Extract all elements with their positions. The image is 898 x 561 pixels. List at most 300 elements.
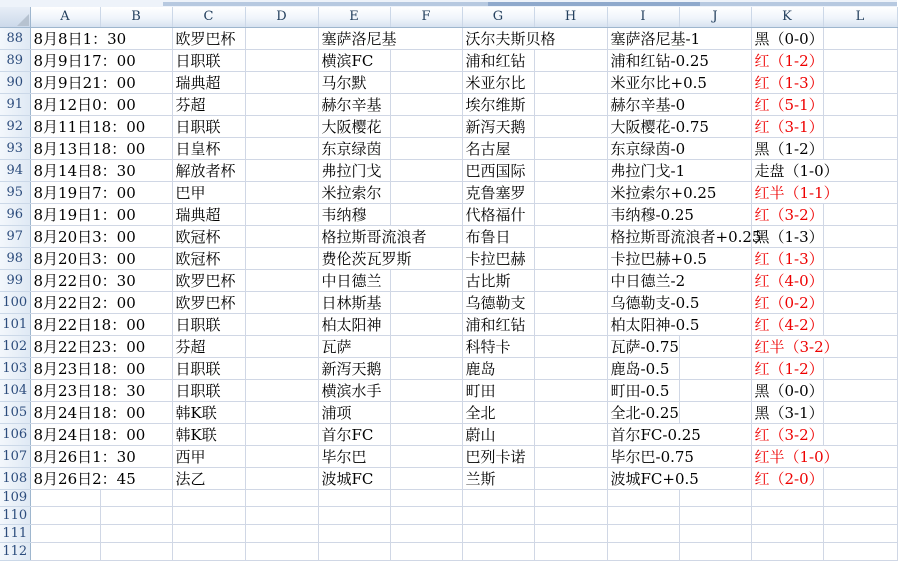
cell-I102[interactable]: [607, 335, 679, 357]
cell-D109[interactable]: [245, 489, 318, 507]
cell-I108[interactable]: [607, 467, 751, 489]
cell-G92[interactable]: [462, 115, 534, 137]
cell-G99[interactable]: [462, 269, 534, 291]
cell-L106[interactable]: [823, 423, 897, 445]
cell-C88[interactable]: [172, 27, 245, 49]
cell-E97[interactable]: [318, 225, 462, 247]
row-header-102[interactable]: 102: [0, 335, 30, 357]
column-header-I[interactable]: I: [607, 7, 679, 27]
cell-D102[interactable]: [245, 335, 318, 357]
cell-A103[interactable]: [30, 357, 172, 379]
cell-J109[interactable]: [679, 489, 751, 507]
cell-A97[interactable]: [30, 225, 172, 247]
cell-D94[interactable]: [245, 159, 318, 181]
cell-D89[interactable]: [245, 49, 318, 71]
cell-D90[interactable]: [245, 71, 318, 93]
cell-I101[interactable]: [607, 313, 751, 335]
cell-L112[interactable]: [823, 543, 897, 561]
cell-C107[interactable]: [172, 445, 245, 467]
cell-E111[interactable]: [318, 525, 390, 543]
cell-K108[interactable]: [751, 467, 823, 489]
cell-D95[interactable]: [245, 181, 318, 203]
row-header-97[interactable]: 97: [0, 225, 30, 247]
row-header-106[interactable]: 106: [0, 423, 30, 445]
cell-G90[interactable]: [462, 71, 534, 93]
cell-L88[interactable]: [823, 27, 897, 49]
cell-G96[interactable]: [462, 203, 534, 225]
cell-F112[interactable]: [390, 543, 462, 561]
cell-G105[interactable]: [462, 401, 534, 423]
cell-F111[interactable]: [390, 525, 462, 543]
cell-H109[interactable]: [534, 489, 607, 507]
cell-D98[interactable]: [245, 247, 318, 269]
cell-E94[interactable]: [318, 159, 390, 181]
cell-L99[interactable]: [823, 269, 897, 291]
cell-L104[interactable]: [823, 379, 897, 401]
cell-K100[interactable]: [751, 291, 823, 313]
cell-C93[interactable]: [172, 137, 245, 159]
cell-D106[interactable]: [245, 423, 318, 445]
cell-E110[interactable]: [318, 507, 390, 525]
cell-A109[interactable]: [30, 489, 100, 507]
column-header-J[interactable]: J: [679, 7, 751, 27]
cell-L108[interactable]: [823, 467, 897, 489]
cell-H102[interactable]: [534, 335, 607, 357]
cell-H110[interactable]: [534, 507, 607, 525]
cell-G110[interactable]: [462, 507, 534, 525]
cell-L93[interactable]: [823, 137, 897, 159]
cell-L111[interactable]: [823, 525, 897, 543]
cell-K97[interactable]: [751, 225, 823, 247]
row-header-110[interactable]: 110: [0, 507, 30, 525]
cell-K111[interactable]: [751, 525, 823, 543]
cell-A107[interactable]: [30, 445, 172, 467]
cell-F91[interactable]: [390, 93, 462, 115]
cell-F105[interactable]: [390, 401, 462, 423]
cell-F92[interactable]: [390, 115, 462, 137]
cell-C89[interactable]: [172, 49, 245, 71]
row-header-92[interactable]: 92: [0, 115, 30, 137]
cell-D111[interactable]: [245, 525, 318, 543]
cell-A105[interactable]: [30, 401, 172, 423]
cell-H92[interactable]: [534, 115, 607, 137]
cell-H98[interactable]: [534, 247, 607, 269]
cell-A112[interactable]: [30, 543, 100, 561]
cell-H97[interactable]: [534, 225, 607, 247]
cell-J111[interactable]: [679, 525, 751, 543]
cell-L105[interactable]: [823, 401, 897, 423]
cell-K110[interactable]: [751, 507, 823, 525]
cell-H106[interactable]: [534, 423, 607, 445]
cell-F108[interactable]: [390, 467, 462, 489]
cell-A95[interactable]: [30, 181, 172, 203]
row-header-89[interactable]: 89: [0, 49, 30, 71]
cell-L101[interactable]: [823, 313, 897, 335]
cell-L100[interactable]: [823, 291, 897, 313]
cell-C102[interactable]: [172, 335, 245, 357]
cell-G111[interactable]: [462, 525, 534, 543]
cell-D108[interactable]: [245, 467, 318, 489]
cell-G93[interactable]: [462, 137, 534, 159]
cell-K109[interactable]: [751, 489, 823, 507]
cell-E98[interactable]: [318, 247, 462, 269]
cell-I104[interactable]: [607, 379, 679, 401]
cell-H108[interactable]: [534, 467, 607, 489]
cell-C106[interactable]: [172, 423, 245, 445]
cell-A110[interactable]: [30, 507, 100, 525]
row-header-103[interactable]: 103: [0, 357, 30, 379]
cell-H105[interactable]: [534, 401, 607, 423]
row-header-98[interactable]: 98: [0, 247, 30, 269]
select-all-corner[interactable]: [0, 7, 30, 27]
cell-C110[interactable]: [172, 507, 245, 525]
cell-I95[interactable]: [607, 181, 751, 203]
cell-I97[interactable]: [607, 225, 762, 247]
cell-K91[interactable]: [751, 93, 823, 115]
cell-H101[interactable]: [534, 313, 607, 335]
cell-H99[interactable]: [534, 269, 607, 291]
column-header-F[interactable]: F: [390, 7, 462, 27]
cell-F109[interactable]: [390, 489, 462, 507]
cell-K90[interactable]: [751, 71, 823, 93]
cell-L97[interactable]: [823, 225, 897, 247]
cell-C108[interactable]: [172, 467, 245, 489]
cell-K102[interactable]: [751, 335, 897, 357]
cell-F94[interactable]: [390, 159, 462, 181]
cell-D103[interactable]: [245, 357, 318, 379]
cell-L103[interactable]: [823, 357, 897, 379]
column-header-B[interactable]: B: [100, 7, 172, 27]
cell-K107[interactable]: [751, 445, 897, 467]
cell-A92[interactable]: [30, 115, 172, 137]
cell-E96[interactable]: [318, 203, 390, 225]
cell-G107[interactable]: [462, 445, 534, 467]
row-header-105[interactable]: 105: [0, 401, 30, 423]
cell-C95[interactable]: [172, 181, 245, 203]
cell-K112[interactable]: [751, 543, 823, 561]
cell-K103[interactable]: [751, 357, 823, 379]
cell-A93[interactable]: [30, 137, 172, 159]
cell-C98[interactable]: [172, 247, 245, 269]
row-header-96[interactable]: 96: [0, 203, 30, 225]
column-header-H[interactable]: H: [534, 7, 607, 27]
cell-C104[interactable]: [172, 379, 245, 401]
cell-C92[interactable]: [172, 115, 245, 137]
cell-E112[interactable]: [318, 543, 390, 561]
cell-K98[interactable]: [751, 247, 823, 269]
cell-C105[interactable]: [172, 401, 245, 423]
cell-text: 红（1-3）: [754, 249, 824, 268]
cell-E106[interactable]: [318, 423, 390, 445]
cell-A94[interactable]: [30, 159, 172, 181]
cell-F107[interactable]: [390, 445, 462, 467]
cell-text: 日职联: [175, 117, 221, 136]
row-header-99[interactable]: 99: [0, 269, 30, 291]
cell-I112[interactable]: [607, 543, 679, 561]
cell-D107[interactable]: [245, 445, 318, 467]
cell-E95[interactable]: [318, 181, 390, 203]
cell-D97[interactable]: [245, 225, 318, 247]
cell-E102[interactable]: [318, 335, 390, 357]
cell-I109[interactable]: [607, 489, 679, 507]
cell-L89[interactable]: [823, 49, 897, 71]
cell-D99[interactable]: [245, 269, 318, 291]
cell-A91[interactable]: [30, 93, 172, 115]
row-header-112[interactable]: 112: [0, 543, 30, 561]
cell-G91[interactable]: [462, 93, 534, 115]
column-header-C[interactable]: C: [172, 7, 245, 27]
cell-D100[interactable]: [245, 291, 318, 313]
cell-A90[interactable]: [30, 71, 172, 93]
cell-H95[interactable]: [534, 181, 607, 203]
cell-I100[interactable]: [607, 291, 751, 313]
cell-E92[interactable]: [318, 115, 390, 137]
cell-G109[interactable]: [462, 489, 534, 507]
column-header-K[interactable]: K: [751, 7, 823, 27]
cell-A88[interactable]: [30, 27, 172, 49]
cell-H89[interactable]: [534, 49, 607, 71]
row-header-100[interactable]: 100: [0, 291, 30, 313]
cell-G94[interactable]: [462, 159, 534, 181]
row-header-95[interactable]: 95: [0, 181, 30, 203]
cell-C91[interactable]: [172, 93, 245, 115]
cell-I92[interactable]: [607, 115, 751, 137]
cell-A102[interactable]: [30, 335, 172, 357]
cell-A106[interactable]: [30, 423, 172, 445]
cell-I106[interactable]: [607, 423, 751, 445]
cell-I96[interactable]: [607, 203, 751, 225]
cell-E100[interactable]: [318, 291, 390, 313]
cell-E105[interactable]: [318, 401, 390, 423]
cell-E99[interactable]: [318, 269, 390, 291]
sheet-row-90: [0, 71, 897, 93]
cell-L96[interactable]: [823, 203, 897, 225]
cell-H103[interactable]: [534, 357, 607, 379]
cell-A104[interactable]: [30, 379, 172, 401]
cell-H96[interactable]: [534, 203, 607, 225]
cell-A111[interactable]: [30, 525, 100, 543]
cell-K95[interactable]: [751, 181, 897, 203]
cell-K88[interactable]: [751, 27, 823, 49]
cell-G112[interactable]: [462, 543, 534, 561]
cell-I105[interactable]: [607, 401, 679, 423]
cell-H93[interactable]: [534, 137, 607, 159]
cell-C97[interactable]: [172, 225, 245, 247]
cell-F99[interactable]: [390, 269, 462, 291]
cell-L109[interactable]: [823, 489, 897, 507]
cell-E91[interactable]: [318, 93, 390, 115]
cell-D112[interactable]: [245, 543, 318, 561]
cell-J102[interactable]: [679, 335, 751, 357]
cell-F102[interactable]: [390, 335, 462, 357]
cell-H94[interactable]: [534, 159, 607, 181]
cell-H91[interactable]: [534, 93, 607, 115]
cell-G108[interactable]: [462, 467, 534, 489]
cell-C101[interactable]: [172, 313, 245, 335]
cell-D92[interactable]: [245, 115, 318, 137]
cell-G98[interactable]: [462, 247, 534, 269]
cell-H111[interactable]: [534, 525, 607, 543]
cell-K93[interactable]: [751, 137, 823, 159]
cell-K94[interactable]: [751, 159, 897, 181]
cell-D96[interactable]: [245, 203, 318, 225]
cell-B111[interactable]: [100, 525, 172, 543]
row-header-93[interactable]: 93: [0, 137, 30, 159]
cell-F101[interactable]: [390, 313, 462, 335]
cell-C112[interactable]: [172, 543, 245, 561]
top-strip-thumb[interactable]: [488, 2, 700, 6]
column-header-D[interactable]: D: [245, 7, 318, 27]
cell-G100[interactable]: [462, 291, 534, 313]
cell-D101[interactable]: [245, 313, 318, 335]
cell-G89[interactable]: [462, 49, 534, 71]
cell-D104[interactable]: [245, 379, 318, 401]
cell-C90[interactable]: [172, 71, 245, 93]
cell-G97[interactable]: [462, 225, 534, 247]
row-header-108[interactable]: 108: [0, 467, 30, 489]
cell-E93[interactable]: [318, 137, 390, 159]
cell-G102[interactable]: [462, 335, 534, 357]
cell-G88[interactable]: [462, 27, 607, 49]
cell-C109[interactable]: [172, 489, 245, 507]
cell-B110[interactable]: [100, 507, 172, 525]
cell-H90[interactable]: [534, 71, 607, 93]
cell-J105[interactable]: [679, 401, 751, 423]
cell-A99[interactable]: [30, 269, 172, 291]
cell-K101[interactable]: [751, 313, 823, 335]
cell-text: 中日德兰-2: [610, 271, 686, 290]
cell-I93[interactable]: [607, 137, 751, 159]
cell-C111[interactable]: [172, 525, 245, 543]
cell-L90[interactable]: [823, 71, 897, 93]
cell-E89[interactable]: [318, 49, 390, 71]
sheet-row-104: [0, 379, 897, 401]
cell-I91[interactable]: [607, 93, 751, 115]
cell-D110[interactable]: [245, 507, 318, 525]
column-header-G[interactable]: G: [462, 7, 534, 27]
cell-B109[interactable]: [100, 489, 172, 507]
column-header-E[interactable]: E: [318, 7, 390, 27]
cell-I90[interactable]: [607, 71, 751, 93]
cell-I88[interactable]: [607, 27, 751, 49]
cell-G101[interactable]: [462, 313, 534, 335]
cell-J110[interactable]: [679, 507, 751, 525]
cell-B112[interactable]: [100, 543, 172, 561]
row-header-88[interactable]: 88: [0, 27, 30, 49]
cell-F90[interactable]: [390, 71, 462, 93]
cell-L92[interactable]: [823, 115, 897, 137]
cell-G95[interactable]: [462, 181, 534, 203]
cell-I110[interactable]: [607, 507, 679, 525]
row-header-91[interactable]: 91: [0, 93, 30, 115]
cell-F96[interactable]: [390, 203, 462, 225]
cell-I107[interactable]: [607, 445, 751, 467]
cell-E101[interactable]: [318, 313, 390, 335]
cell-A108[interactable]: [30, 467, 172, 489]
row-header-90[interactable]: 90: [0, 71, 30, 93]
cell-C100[interactable]: [172, 291, 245, 313]
cell-J103[interactable]: [679, 357, 751, 379]
cell-I98[interactable]: [607, 247, 751, 269]
cell-E103[interactable]: [318, 357, 390, 379]
cell-E107[interactable]: [318, 445, 390, 467]
cell-L98[interactable]: [823, 247, 897, 269]
cell-H107[interactable]: [534, 445, 607, 467]
cell-G106[interactable]: [462, 423, 534, 445]
cell-I99[interactable]: [607, 269, 751, 291]
cell-J104[interactable]: [679, 379, 751, 401]
cell-A98[interactable]: [30, 247, 172, 269]
cell-H100[interactable]: [534, 291, 607, 313]
cell-E88[interactable]: [318, 27, 462, 49]
cell-F100[interactable]: [390, 291, 462, 313]
cell-D105[interactable]: [245, 401, 318, 423]
cell-C96[interactable]: [172, 203, 245, 225]
cell-D93[interactable]: [245, 137, 318, 159]
row-header-111[interactable]: 111: [0, 525, 30, 543]
cell-L110[interactable]: [823, 507, 897, 525]
cell-A101[interactable]: [30, 313, 172, 335]
cell-I89[interactable]: [607, 49, 751, 71]
row-header-107[interactable]: 107: [0, 445, 30, 467]
cell-K99[interactable]: [751, 269, 823, 291]
cell-I103[interactable]: [607, 357, 679, 379]
cell-E104[interactable]: [318, 379, 390, 401]
cell-A96[interactable]: [30, 203, 172, 225]
row-header-109[interactable]: 109: [0, 489, 30, 507]
cell-L91[interactable]: [823, 93, 897, 115]
row-header-101[interactable]: 101: [0, 313, 30, 335]
cell-F93[interactable]: [390, 137, 462, 159]
cell-H112[interactable]: [534, 543, 607, 561]
column-header-A[interactable]: A: [30, 7, 100, 27]
cell-G103[interactable]: [462, 357, 534, 379]
cell-E108[interactable]: [318, 467, 390, 489]
cell-F103[interactable]: [390, 357, 462, 379]
row-header-104[interactable]: 104: [0, 379, 30, 401]
cell-C99[interactable]: [172, 269, 245, 291]
cell-F95[interactable]: [390, 181, 462, 203]
cell-C103[interactable]: [172, 357, 245, 379]
cell-F110[interactable]: [390, 507, 462, 525]
cell-F104[interactable]: [390, 379, 462, 401]
row-header-94[interactable]: 94: [0, 159, 30, 181]
cell-K92[interactable]: [751, 115, 823, 137]
cell-G104[interactable]: [462, 379, 534, 401]
cell-E109[interactable]: [318, 489, 390, 507]
cell-C94[interactable]: [172, 159, 245, 181]
cell-I94[interactable]: [607, 159, 751, 181]
cell-E90[interactable]: [318, 71, 390, 93]
cell-A89[interactable]: [30, 49, 172, 71]
column-header-L[interactable]: L: [823, 7, 897, 27]
cell-text: 8月22日23：00: [33, 337, 146, 356]
cell-K96[interactable]: [751, 203, 823, 225]
cell-A100[interactable]: [30, 291, 172, 313]
cell-D91[interactable]: [245, 93, 318, 115]
cell-K104[interactable]: [751, 379, 823, 401]
cell-K106[interactable]: [751, 423, 823, 445]
cell-K89[interactable]: [751, 49, 823, 71]
cell-I111[interactable]: [607, 525, 679, 543]
cell-F106[interactable]: [390, 423, 462, 445]
cell-J112[interactable]: [679, 543, 751, 561]
cell-K105[interactable]: [751, 401, 823, 423]
cell-H104[interactable]: [534, 379, 607, 401]
cell-F89[interactable]: [390, 49, 462, 71]
cell-text: 赫尔辛基: [321, 95, 382, 114]
cell-D88[interactable]: [245, 27, 318, 49]
